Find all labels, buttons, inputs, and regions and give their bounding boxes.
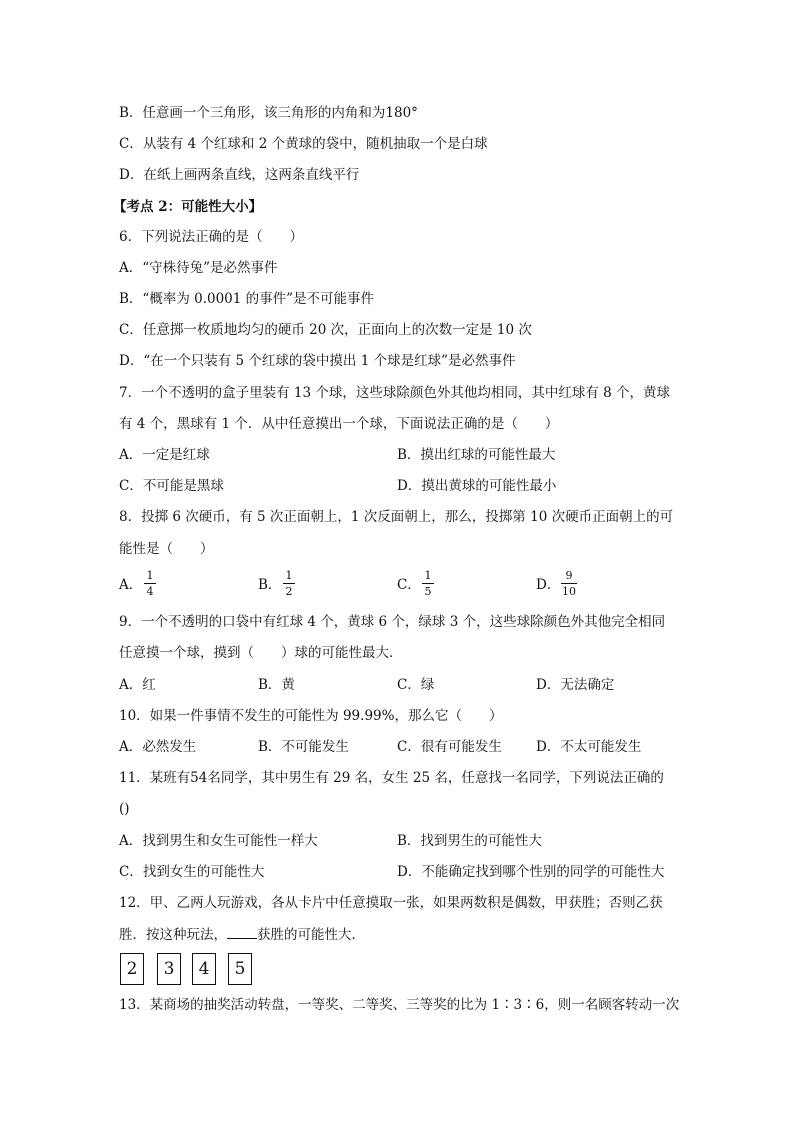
- q8-option-d-fraction: [561, 569, 577, 598]
- number-card: 5: [228, 953, 252, 985]
- q11-option-b: B．找到男生的可能性大: [397, 833, 542, 849]
- q9-option-d: D．无法确定: [536, 677, 615, 693]
- q8-option-a-fraction: [144, 569, 156, 598]
- q10-option-d: D．不太可能发生: [536, 739, 642, 755]
- q9-option-c: C．绿: [397, 677, 435, 693]
- q5-option-b: B．任意画一个三角形，该三角形的内角和为180°: [119, 105, 418, 121]
- q8-option-b-label: B．: [258, 577, 282, 593]
- q11-option-a: A．找到男生和女生可能性一样大: [119, 833, 318, 849]
- q12-stem-line2: [119, 925, 365, 944]
- q6-option-d: D．“在一个只装有 5 个红球的袋中摸出 1 个球是红球”是必然事件: [119, 353, 516, 369]
- q6-stem: 6．下列说法正确的是（ ）: [119, 229, 304, 245]
- q8-option-b-denominator: 2: [285, 585, 293, 598]
- q7-option-b: B．摸出红球的可能性最大: [397, 447, 556, 463]
- q8-option-a-numerator: 1: [146, 569, 154, 582]
- q11-option-d: D．不能确定找到哪个性别的同学的可能性大: [397, 864, 665, 880]
- q6-option-a: A．“守株待兔”是必然事件: [119, 260, 278, 276]
- q9-option-a: A．红: [119, 677, 156, 693]
- q11-option-c: C．找到女生的可能性大: [119, 864, 265, 880]
- section-heading: 【考点 2：可能性大小】: [113, 199, 263, 215]
- q7-stem-line2: 有 4 个，黑球有 1 个．从中任意摸出一个球，下面说法正确的是（ ）: [119, 416, 559, 432]
- q10-option-a: A．必然发生: [119, 739, 197, 755]
- q8-option-a-denominator: 4: [146, 585, 154, 598]
- q8-option-c-denominator: 5: [424, 585, 432, 598]
- q12-stem-line2-pre: 胜．按这种玩法，: [119, 927, 227, 943]
- q6-option-c: C．任意掷一枚质地均匀的硬币 20 次，正面向上的次数一定是 10 次: [119, 322, 532, 338]
- number-card: 3: [157, 953, 181, 985]
- q6-option-b: B．“概率为 0.0001 的事件”是不可能事件: [119, 291, 375, 307]
- q8-option-d-numerator: 9: [565, 569, 573, 582]
- q5-option-d: D．在纸上画两条直线，这两条直线平行: [119, 167, 360, 183]
- q7-option-c: C．不可能是黑球: [119, 478, 224, 494]
- q12-answer-blank: [227, 925, 257, 939]
- q12-stem-line2-post: 获胜的可能性大．: [257, 927, 365, 943]
- q11-stem-line1: 11．某班有54名同学，其中男生有 29 名，女生 25 名，任意找一名同学，下列说法正确的: [119, 770, 664, 786]
- q8-stem-line1: 8．投掷 6 次硬币，有 5 次正面朝上，1 次反面朝上，那么，投掷第 10 次硬币正面朝上的可: [119, 509, 674, 525]
- q7-option-d: D．摸出黄球的可能性最小: [397, 478, 557, 494]
- number-card: 2: [120, 953, 144, 985]
- q11-stem-line2: (): [119, 801, 130, 817]
- q10-stem: 10．如果一件事情不发生的可能性为 99.99%，那么它（ ）: [119, 708, 503, 724]
- q8-option-b-fraction: [283, 569, 295, 598]
- q10-option-c: C．很有可能发生: [397, 739, 502, 755]
- q8-option-d-label: D．: [536, 577, 561, 593]
- q5-option-c: C．从装有 4 个红球和 2 个黄球的袋中，随机抽取一个是白球: [119, 136, 488, 152]
- q12-stem-line1: 12．甲、乙两人玩游戏，各从卡片中任意摸取一张，如果两数积是偶数，甲获胜；否则乙获: [119, 895, 663, 911]
- q9-option-b: B．黄: [258, 677, 295, 693]
- q9-stem-line1: 9．一个不透明的口袋中有红球 4 个，黄球 6 个，绿球 3 个，这些球除颜色外其他完全相同: [119, 614, 666, 630]
- q8-option-d-denominator: 10: [562, 585, 576, 598]
- q8-option-c-fraction: [422, 569, 434, 598]
- q13-stem-line1: 13．某商场的抽奖活动转盘，一等奖、二等奖、三等奖的比为 1∶3∶6，则一名顾客转动一次: [119, 997, 680, 1013]
- q9-stem-line2: 任意摸一个球，摸到（ ）球的可能性最大．: [119, 645, 403, 661]
- number-card: 4: [192, 953, 216, 985]
- q7-stem-line1: 7．一个不透明的盒子里装有 13 个球，这些球除颜色外其他均相同，其中红球有 8 个，黄球: [119, 385, 671, 401]
- q8-option-c-label: C．: [397, 577, 421, 593]
- q8-option-c-numerator: 1: [424, 569, 432, 582]
- q8-option-b-numerator: 1: [285, 569, 293, 582]
- q8-option-a-label: A．: [119, 577, 143, 593]
- q7-option-a: A．一定是红球: [119, 447, 210, 463]
- q10-option-b: B．不可能发生: [258, 739, 349, 755]
- q8-stem-line2: 能性是（ ）: [119, 541, 214, 557]
